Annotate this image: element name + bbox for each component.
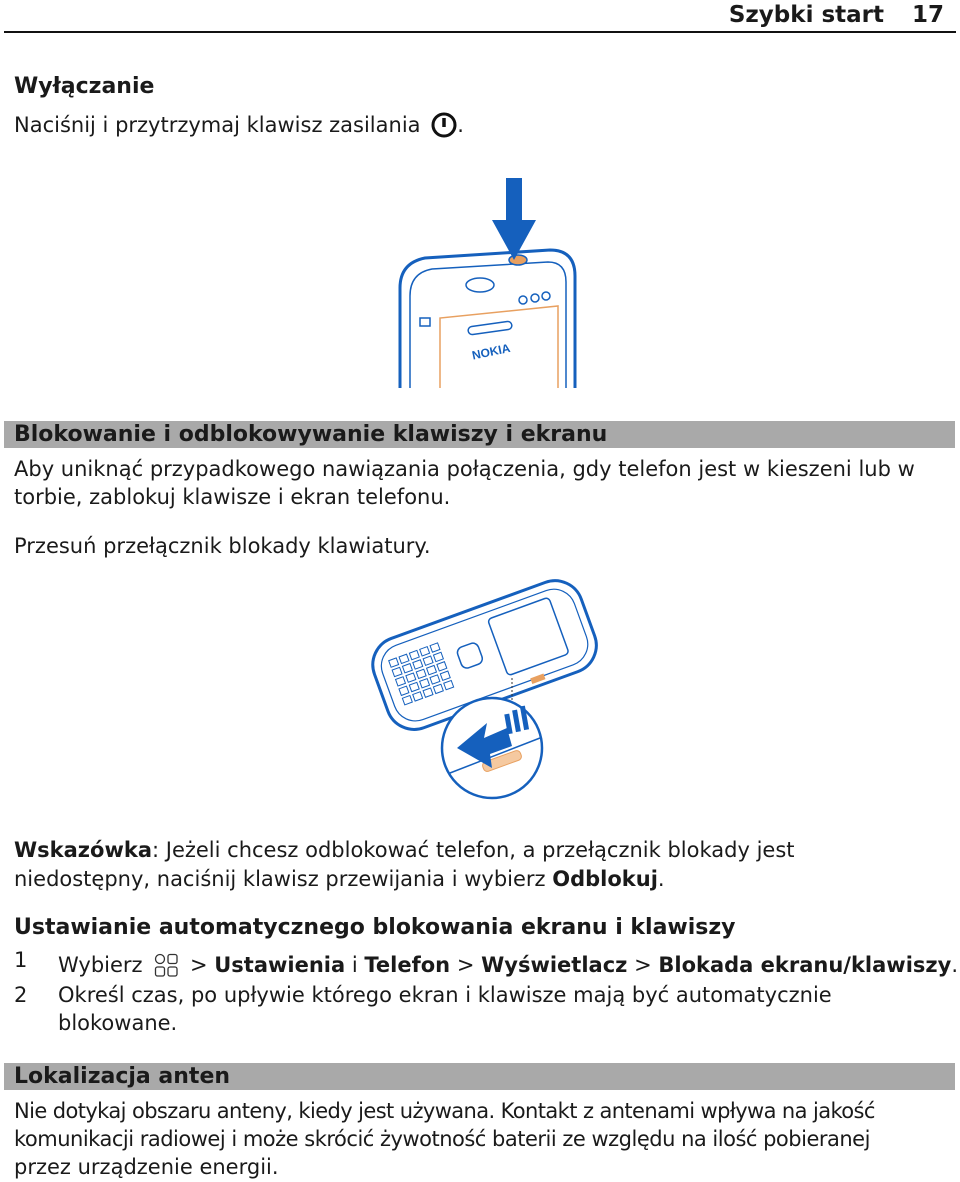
power-off-instruction: Naciśnij i przytrzymaj klawisz zasilania . — [14, 113, 464, 137]
page-number: 17 — [911, 2, 944, 28]
menu-path-lock: Blokada ekranu/klawiszy — [658, 953, 952, 977]
key-lock-step: Przesuń przełącznik blokady klawiatury. — [14, 534, 431, 558]
auto-lock-step2-number: 2 — [14, 983, 28, 1007]
phone-brand-logo: NOKIA — [470, 340, 512, 363]
auto-lock-step2-line2: blokowane. — [58, 1011, 178, 1035]
tip-line2: niedostępny, naciśnij klawisz przewijania i wybierz Odblokuj. — [14, 867, 665, 891]
tip-label: Wskazówka — [14, 838, 152, 862]
power-off-heading: Wyłączanie — [14, 74, 155, 99]
antenna-line1: Nie dotykaj obszaru anteny, kiedy jest używana. Kontakt z antenami wpływa na jakość — [14, 1099, 875, 1123]
key-lock-intro-line2: torbie, zablokuj klawisze i ekran telefonu. — [14, 485, 451, 509]
running-header-title: Szybki start — [728, 2, 884, 28]
menu-path-phone: Telefon — [364, 953, 451, 977]
antenna-line3: przez urządzenie energii. — [14, 1155, 279, 1179]
menu-grid-icon — [153, 952, 179, 978]
auto-lock-step1-number: 1 — [14, 948, 28, 972]
auto-lock-step1: Wybierz > Ustawienia i Telefon > Wyświetlacz > Blokada ekranu/klawiszy. — [58, 953, 958, 977]
key-lock-heading: Blokowanie i odblokowywanie klawiszy i ekranu — [14, 422, 608, 447]
menu-path-display: Wyświetlacz — [481, 953, 628, 977]
antenna-line2: komunikacji radiowej i może skrócić żywotność baterii ze względu na ilość pobieranej — [14, 1127, 870, 1151]
auto-lock-step2-line1: Określ czas, po upływie którego ekran i klawisze mają być automatycznie — [58, 983, 832, 1007]
phone-keylock-illustration — [362, 578, 602, 808]
unlock-option: Odblokuj — [552, 867, 658, 891]
key-lock-intro-line1: Aby uniknąć przypadkowego nawiązania połączenia, gdy telefon jest w kieszeni lub w — [14, 457, 915, 481]
menu-path-settings: Ustawienia — [214, 953, 346, 977]
auto-lock-heading: Ustawianie automatycznego blokowania ekranu i klawiszy — [14, 915, 736, 940]
antenna-heading: Lokalizacja anten — [14, 1064, 231, 1089]
phone-top-illustration — [380, 178, 580, 388]
power-off-text: Naciśnij i przytrzymaj klawisz zasilania — [14, 113, 421, 137]
tip-line1: Wskazówka: Jeżeli chcesz odblokować telefon, a przełącznik blokady jest — [14, 838, 795, 862]
header-divider — [4, 31, 956, 33]
power-icon — [431, 112, 457, 138]
